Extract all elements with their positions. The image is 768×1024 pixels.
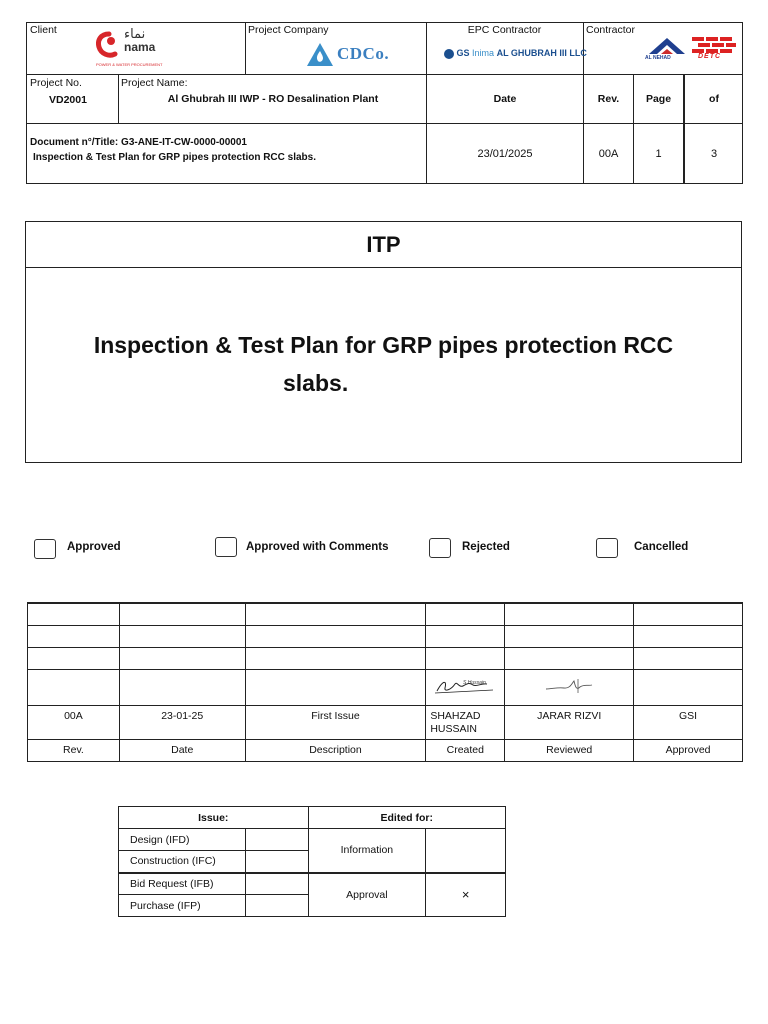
gs-logo-dot-icon [444, 49, 454, 59]
issue-table [118, 806, 506, 917]
nama-logo-mark-icon [96, 30, 122, 60]
rev-cell: 00A [28, 705, 120, 739]
cancelled-label: Cancelled [634, 541, 689, 553]
reviewed-signature [505, 669, 634, 705]
page-value: 1 [655, 148, 662, 160]
cdco-drop-icon [305, 42, 335, 68]
approved-header: Approved [634, 739, 743, 761]
alnehad-logo: AL NEHAD [645, 36, 690, 62]
of-value: 3 [710, 148, 718, 160]
itp-heading: ITP [366, 231, 401, 257]
date-value: 23/01/2025 [477, 148, 533, 160]
itp-title-line2: slabs. [283, 370, 349, 396]
description-cell: First Issue [245, 705, 426, 739]
project-name-value: Al Ghubrah III IWP - RO Desalination Plant [167, 93, 379, 105]
alnehad-chevron-icon [647, 36, 687, 54]
rev-value: 00A [598, 148, 619, 160]
issue-row-ifd: Design (IFD) [119, 829, 246, 851]
reviewed-signature-icon [544, 677, 594, 695]
description-header: Description [245, 739, 426, 761]
epc-label: EPC Contractor [467, 24, 542, 36]
contractor-label: Contractor [586, 24, 636, 36]
project-company-label: Project Company [248, 24, 329, 36]
issue-ifc-mark[interactable] [245, 851, 308, 873]
cdco-wordmark: CDCo. [337, 44, 390, 63]
nama-arabic: نماء [124, 26, 146, 41]
approval-label: Approval [308, 873, 426, 917]
document-title: Inspection & Test Plan for GRP pipes protection RCC slabs. [33, 152, 317, 163]
issue-ifp-mark[interactable] [245, 895, 308, 917]
approved-label: Approved [67, 541, 121, 553]
rejected-label: Rejected [462, 541, 510, 553]
approved-cell: GSI [634, 705, 743, 739]
approved-with-comments-label: Approved with Comments [246, 541, 389, 553]
itp-title-line1: Inspection & Test Plan for GRP pipes protection RCC [93, 332, 674, 358]
project-no-label: Project No. [30, 77, 82, 89]
created-signature-icon [433, 676, 497, 696]
project-name-label: Project Name: [121, 77, 188, 89]
nama-sub: POWER & WATER PROCUREMENT [96, 62, 163, 67]
issue-row-ifb: Bid Request (IFB) [119, 873, 246, 895]
client-label: Client [30, 24, 57, 36]
date-header: Date [119, 739, 245, 761]
created-header: Created [426, 739, 505, 761]
date-cell: 23-01-25 [119, 705, 245, 739]
cdco-logo [305, 42, 405, 68]
approved-checkbox[interactable] [34, 539, 56, 559]
reviewed-header: Reviewed [505, 739, 634, 761]
information-mark[interactable] [426, 829, 506, 873]
reviewed-cell: JARAR RIZVI [505, 705, 634, 739]
approved-with-comments-checkbox[interactable] [215, 537, 237, 557]
detc-logo: DETC [690, 37, 738, 63]
project-no-value: VD2001 [49, 94, 87, 106]
rev-header: Rev. [28, 739, 120, 761]
detc-bricks-icon [690, 37, 738, 53]
issue-row-ifc: Construction (IFC) [119, 851, 246, 873]
issue-ifb-mark[interactable] [245, 873, 308, 895]
approval-mark[interactable]: × [426, 873, 506, 917]
nama-wordmark: nama [124, 40, 156, 54]
edited-for-header: Edited for: [308, 807, 505, 829]
of-label: of [709, 93, 719, 105]
cancelled-checkbox[interactable] [596, 538, 618, 558]
issue-ifd-mark[interactable] [245, 829, 308, 851]
gs-inima-logo: GS Inima AL GHUBRAH III LLC [444, 48, 582, 64]
issue-row-ifp: Purchase (IFP) [119, 895, 246, 917]
rev-label: Rev. [597, 93, 620, 105]
revision-table [27, 602, 743, 762]
document-number: Document n°/Title: G3-ANE-IT-CW-0000-00001 [30, 137, 247, 148]
created-signature [426, 669, 505, 705]
created-cell: SHAHZAD HUSSAIN [426, 705, 505, 739]
created-signature-text: S.Hussain [463, 679, 487, 686]
date-label: Date [493, 93, 517, 105]
nama-logo [96, 28, 166, 70]
issue-header: Issue: [119, 807, 309, 829]
page-label: Page [645, 93, 672, 105]
rejected-checkbox[interactable] [429, 538, 451, 558]
information-label: Information [308, 829, 426, 873]
